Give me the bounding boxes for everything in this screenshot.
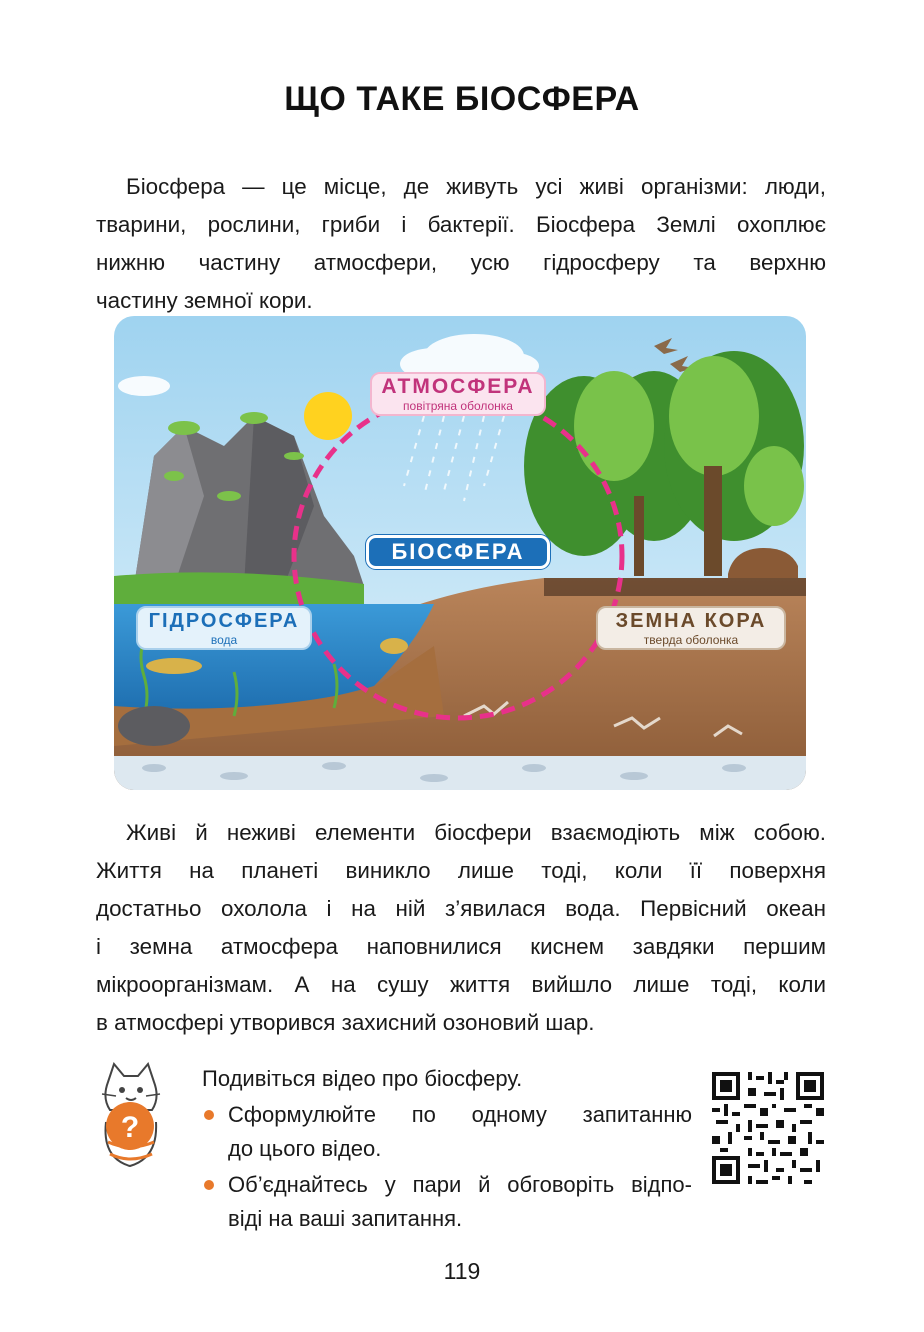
task-item [202, 1098, 692, 1166]
qr-code-icon[interactable] [712, 1072, 824, 1184]
task-item-line: Об’єднайтесь у пари й обговоріть відпо- [228, 1172, 692, 1197]
task-item [202, 1168, 692, 1236]
intro-paragraph [96, 168, 826, 320]
text-line: Живі й неживі елементи біосфери взаємодіють між собою. [126, 820, 826, 845]
body-paragraph [96, 814, 826, 1042]
page-number: 119 [443, 1258, 481, 1284]
bullet-icon [204, 1180, 214, 1190]
task-item-line: до цього відео. [228, 1136, 382, 1161]
earth-crust-label [596, 606, 786, 650]
text-line: достатньо охолола і на ній з’явилася вода. Первісний океан [96, 896, 826, 921]
video-task [96, 1062, 836, 1242]
text-line: мікроорганізмам. А на сушу життя вийшло лише тоді, коли [96, 972, 826, 997]
text-line: Життя на планеті виникло лише тоді, коли її поверхня [96, 858, 826, 883]
hydrosphere-title: ГІДРОСФЕРА [148, 610, 300, 632]
task-item-line: віді на ваші запитання. [228, 1206, 463, 1231]
earth-crust-subtitle: тверда оболонка [643, 633, 739, 647]
biosphere-label [366, 535, 550, 569]
text-line: в атмосфері утворився захисний озоновий шар. [96, 1010, 595, 1035]
svg-text:?: ? [120, 1111, 140, 1144]
task-text [202, 1062, 692, 1236]
hydrosphere-subtitle: вода [210, 633, 238, 647]
biosphere-illustration [114, 316, 806, 790]
cat-question-icon [96, 1062, 166, 1172]
biosphere-title: БІОСФЕРА [391, 539, 525, 564]
page-title: ЩО ТАКЕ БІОСФЕРА [284, 80, 640, 118]
hydrosphere-label [136, 606, 312, 650]
atmosphere-label [370, 372, 546, 416]
atmosphere-subtitle: повітряна оболонка [403, 399, 513, 413]
task-item-line: Сформулюйте по одному запитанню [228, 1102, 692, 1127]
text-line: нижню частину атмосфери, усю гідросферу та верхню [96, 250, 826, 275]
text-line: і земна атмосфера наповнилися киснем завдяки першим [96, 934, 826, 959]
text-line: Біосфера — це місце, де живуть усі живі організми: люди, [126, 174, 826, 199]
bullet-icon [204, 1110, 214, 1120]
earth-crust-title: ЗЕМНА КОРА [615, 610, 767, 632]
text-line: тварини, рослини, гриби і бактерії. Біосфера Землі охоплює [96, 212, 826, 237]
text-line: частину земної кори. [96, 288, 313, 313]
atmosphere-title: АТМОСФЕРА [381, 375, 535, 398]
task-intro: Подивіться відео про біосферу. [202, 1066, 523, 1091]
